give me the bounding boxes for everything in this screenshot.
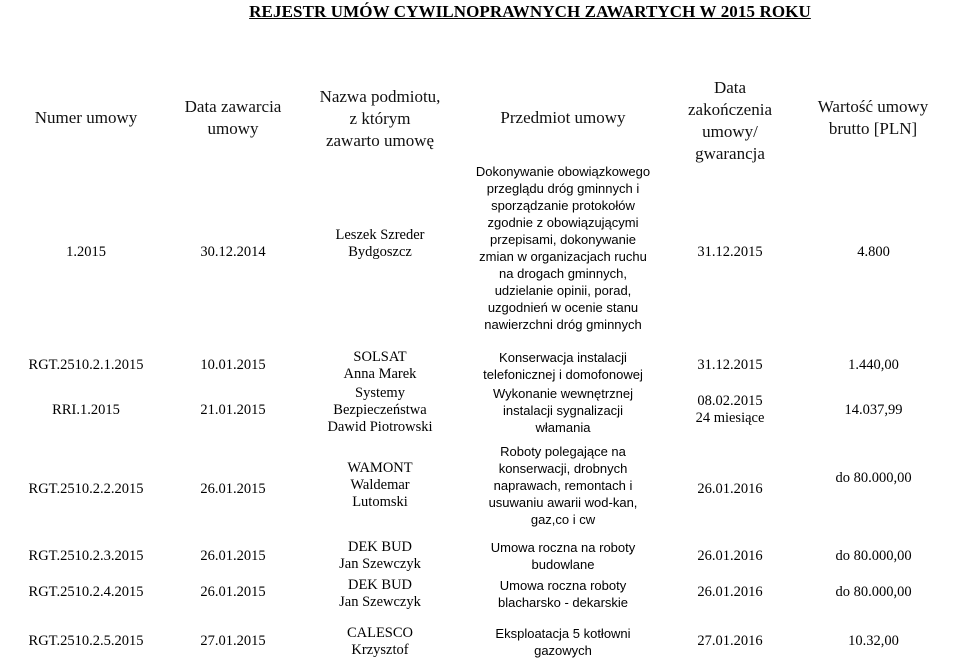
- data-zakonczenia-line: 31.12.2015: [697, 357, 763, 373]
- data-zakonczenia: [660, 357, 800, 374]
- data-zawarcia: 21.01.2015: [200, 402, 266, 418]
- nazwa-podmiotu-line: Jan Szewczyk: [339, 556, 421, 572]
- przedmiot-umowy-line: na drogach gminnych,: [499, 266, 627, 281]
- przedmiot-umowy: [463, 625, 663, 659]
- data-zakonczenia: [660, 584, 800, 601]
- data-zawarcia: 10.01.2015: [200, 357, 266, 373]
- nazwa-podmiotu: [300, 349, 460, 383]
- przedmiot-umowy-line: instalacji sygnalizacji: [503, 403, 623, 418]
- nazwa-podmiotu-line: WAMONT: [347, 460, 413, 476]
- data-zakonczenia: [660, 633, 800, 650]
- przedmiot-umowy-line: Wykonanie wewnętrznej: [492, 386, 634, 401]
- przedmiot-umowy-line: przepisami, dokonywanie: [490, 232, 636, 247]
- nazwa-podmiotu: [300, 625, 460, 659]
- data-zakonczenia-line: 27.01.2016: [697, 633, 763, 649]
- przedmiot-umowy-line: sporządzanie protokołów: [491, 198, 635, 213]
- przedmiot-umowy-line: Umowa roczna na roboty: [490, 540, 636, 555]
- przedmiot-umowy-line: uzgodnień w ocenie stanu: [487, 300, 639, 315]
- przedmiot-umowy-line: Dokonywanie obowiązkowego: [475, 164, 651, 179]
- nazwa-podmiotu: [300, 385, 460, 436]
- numer-umowy: RGT.2510.2.2.2015: [28, 481, 144, 497]
- wartosc-umowy: do 80.000,00: [835, 470, 912, 486]
- numer-umowy: RGT.2510.2.3.2015: [28, 548, 144, 564]
- data-zakonczenia-line: 26.01.2016: [697, 584, 763, 600]
- wartosc-umowy: do 80.000,00: [835, 548, 912, 564]
- przedmiot-umowy-line: Umowa roczna roboty: [499, 578, 627, 593]
- wartosc-umowy: 1.440,00: [848, 357, 899, 373]
- header-data-zawarcia-line: Data zawarcia: [184, 97, 282, 116]
- wartosc-umowy: 10.32,00: [848, 633, 899, 649]
- data-zawarcia: 26.01.2015: [200, 481, 266, 497]
- nazwa-podmiotu: [300, 460, 460, 511]
- header-data-zakonczenia-line: zakończenia: [688, 100, 772, 119]
- header-wartosc-umowy-line: brutto [PLN]: [828, 119, 918, 138]
- nazwa-podmiotu-line: Krzysztof: [351, 642, 409, 658]
- numer-umowy: 1.2015: [66, 244, 106, 260]
- nazwa-podmiotu-line: CALESCO: [346, 625, 414, 641]
- przedmiot-umowy-line: włamania: [535, 420, 591, 435]
- header-data-zakonczenia-line: umowy/: [702, 122, 758, 141]
- nazwa-podmiotu: [300, 227, 460, 261]
- przedmiot-umowy-line: Roboty polegające na: [500, 444, 626, 459]
- header-nazwa-podmiotu: [280, 86, 480, 152]
- register-title: REJESTR UMÓW CYWILNOPRAWNYCH ZAWARTYCH W 2015 ROKU: [249, 2, 811, 21]
- data-zakonczenia: [660, 244, 800, 261]
- przedmiot-umowy-line: usuwaniu awarii wod-kan,: [488, 495, 638, 510]
- header-numer-umowy-line: Numer umowy: [34, 108, 138, 127]
- przedmiot-umowy-line: zmian w organizacjach ruchu: [479, 249, 647, 264]
- przedmiot-umowy-line: budowlane: [531, 557, 595, 572]
- numer-umowy: RGT.2510.2.4.2015: [28, 584, 144, 600]
- numer-umowy: RGT.2510.2.5.2015: [28, 633, 144, 649]
- przedmiot-umowy-line: telefonicznej i domofonowej: [483, 367, 643, 382]
- nazwa-podmiotu: [300, 577, 460, 611]
- data-zawarcia: 26.01.2015: [200, 548, 266, 564]
- przedmiot-umowy: [463, 577, 663, 611]
- przedmiot-umowy-line: Konserwacja instalacji: [499, 350, 627, 365]
- przedmiot-umowy: [463, 385, 663, 436]
- nazwa-podmiotu-line: Jan Szewczyk: [339, 594, 421, 610]
- wartosc-umowy: do 80.000,00: [835, 584, 912, 600]
- przedmiot-umowy-line: Eksploatacja 5 kotłowni: [495, 626, 631, 641]
- data-zawarcia: 26.01.2015: [200, 584, 266, 600]
- data-zakonczenia-line: 08.02.2015: [697, 393, 763, 409]
- nazwa-podmiotu-line: Bezpieczeństwa: [333, 402, 427, 418]
- nazwa-podmiotu-line: Leszek Szreder: [335, 227, 425, 243]
- przedmiot-umowy-line: przeglądu dróg gminnych i: [486, 181, 640, 196]
- header-nazwa-podmiotu-line: zawarto umowę: [325, 131, 435, 150]
- data-zawarcia: 27.01.2015: [200, 633, 266, 649]
- przedmiot-umowy-line: nawierzchni dróg gminnych: [484, 317, 642, 332]
- data-zakonczenia-line: 31.12.2015: [697, 244, 763, 260]
- header-wartosc-umowy: [773, 96, 960, 140]
- numer-umowy: RGT.2510.2.1.2015: [28, 357, 144, 373]
- header-data-zakonczenia-line: Data: [713, 78, 747, 97]
- nazwa-podmiotu: [300, 539, 460, 573]
- data-zakonczenia-line: 26.01.2016: [697, 481, 763, 497]
- przedmiot-umowy: [463, 443, 663, 528]
- header-wartosc-umowy-line: Wartość umowy: [817, 97, 929, 116]
- data-zawarcia: 30.12.2014: [200, 244, 266, 260]
- data-zakonczenia-line: 26.01.2016: [697, 548, 763, 564]
- przedmiot-umowy-line: naprawach, remontach i: [493, 478, 633, 493]
- nazwa-podmiotu-line: DEK BUD: [347, 577, 413, 593]
- nazwa-podmiotu-line: SOLSAT: [353, 349, 407, 365]
- przedmiot-umowy-line: gaz,co i cw: [530, 512, 596, 527]
- header-data-zakonczenia-line: gwarancja: [695, 144, 765, 163]
- numer-umowy: RRI.1.2015: [52, 402, 120, 418]
- przedmiot-umowy-line: blacharsko - dekarskie: [497, 595, 629, 610]
- wartosc-umowy: 4.800: [857, 244, 890, 260]
- nazwa-podmiotu-line: Systemy: [355, 385, 405, 401]
- nazwa-podmiotu-line: Dawid Piotrowski: [327, 419, 433, 435]
- przedmiot-umowy: [463, 163, 663, 333]
- wartosc-umowy: 14.037,99: [844, 402, 903, 418]
- przedmiot-umowy-line: udzielanie opinii, porad,: [494, 283, 632, 298]
- nazwa-podmiotu-line: Anna Marek: [343, 366, 417, 382]
- header-nazwa-podmiotu-line: z którym: [349, 109, 411, 128]
- nazwa-podmiotu-line: Bydgoszcz: [348, 244, 412, 260]
- header-nazwa-podmiotu-line: Nazwa podmiotu,: [319, 87, 441, 106]
- przedmiot-umowy-line: konserwacji, drobnych: [498, 461, 628, 476]
- header-przedmiot-umowy-line: Przedmiot umowy: [500, 108, 626, 127]
- header-data-zawarcia-line: umowy: [207, 119, 259, 138]
- data-zakonczenia: [660, 548, 800, 565]
- nazwa-podmiotu-line: Lutomski: [352, 494, 408, 510]
- przedmiot-umowy-line: zgodnie z obowiązującymi: [487, 215, 639, 230]
- data-zakonczenia: [660, 481, 800, 498]
- nazwa-podmiotu-line: DEK BUD: [347, 539, 413, 555]
- przedmiot-umowy: [463, 349, 663, 383]
- przedmiot-umowy-line: gazowych: [534, 643, 592, 658]
- nazwa-podmiotu-line: Waldemar: [350, 477, 410, 493]
- data-zakonczenia-line: 24 miesiące: [695, 410, 765, 426]
- przedmiot-umowy: [463, 539, 663, 573]
- data-zakonczenia: [660, 393, 800, 427]
